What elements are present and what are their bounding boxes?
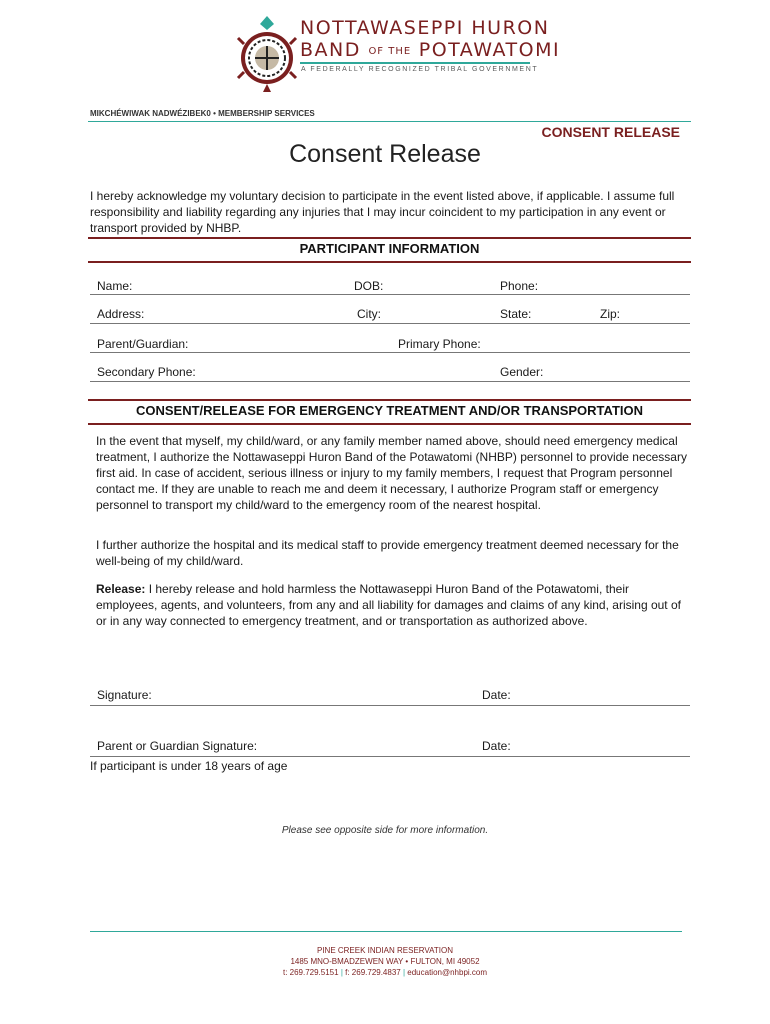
section-rule-bottom — [88, 261, 691, 263]
consent-paragraph-2: I further authorize the hospital and its medical staff to provide emergency treatment deemed necessary for the well-being of my child/ward. — [96, 538, 679, 568]
consent-rule-bottom — [88, 423, 691, 425]
footer-reservation: PINE CREEK INDIAN RESERVATION — [316, 946, 454, 955]
consent-heading: CONSENT/RELEASE FOR EMERGENCY TREATMENT AND/OR TRANSPORTATION — [135, 403, 643, 418]
participant-heading: PARTICIPANT INFORMATION — [299, 241, 480, 256]
footer-tel: t: 269.729.5151 — [282, 968, 339, 977]
footer-contact — [0, 968, 770, 977]
date-label-2: Date: — [482, 739, 511, 753]
section-rule-top — [88, 237, 691, 239]
consent-rule-top — [88, 399, 691, 401]
org-name-band: BAND — [300, 39, 361, 61]
secondary-phone-label: Secondary Phone: — [97, 365, 196, 379]
city-label: City: — [357, 307, 381, 321]
footer-divider — [90, 931, 682, 932]
consent-paragraph-1: In the event that myself, my child/ward, or any family member named above, should need emergency medical treatment, I authorize the Nottawaseppi Huron Band of the Potawatomi (NHBP) personnel to provide necessary first aid. In case of accident, serious illness or injury to my family members, I request that Program personnel contact me. If they are unable to reach me and deem it necessary, I authorize Program staff or emergency personnel to transport my child/ward to the emergency room of the nearest hospital. — [96, 434, 687, 512]
row1-field-line[interactable] — [90, 294, 690, 295]
guardian-signature-line[interactable] — [90, 756, 690, 757]
department-label: MIKCHÉWIWAK NADWÉZIBEK0 • MEMBERSHIP SERVICES — [90, 109, 315, 118]
org-tagline: A FEDERALLY RECOGNIZED TRIBAL GOVERNMENT — [301, 66, 539, 73]
footer-sep-1: | — [340, 968, 343, 977]
tribal-seal-logo — [236, 14, 298, 96]
guardian-signature-label: Parent or Guardian Signature: — [97, 739, 258, 753]
release-paragraph — [96, 581, 688, 629]
release-text: I hereby release and hold harmless the Nottawaseppi Huron Band of the Potawatomi, their employees, agents, and volunteers, from any and all liability for damages and claims of any kind, arising out of or in any way connected to emergency treatment, and or transportation as authorized above. — [96, 582, 681, 628]
phone-label: Phone: — [500, 279, 539, 293]
opposite-side-note: Please see opposite side for more information. — [281, 825, 489, 836]
dob-label: DOB: — [354, 279, 384, 293]
gender-label: Gender: — [500, 365, 544, 379]
intro-paragraph: I hereby acknowledge my voluntary decision to participate in the event listed above, if applicable. I assume full responsibility and liability regarding any injuries that I may incur coincident to my participation in any event or transport provided by NHBP. — [90, 189, 675, 235]
zip-label: Zip: — [600, 307, 621, 321]
org-name-potawatomi: POTAWATOMI — [418, 39, 561, 61]
header-divider — [300, 62, 530, 64]
org-name-of-the: OF THE — [368, 46, 412, 57]
page-title: Consent Release — [289, 140, 481, 168]
state-label: State: — [500, 307, 532, 321]
org-name-line2 — [300, 39, 560, 61]
footer-address: 1485 MNO-BMADZEWEN WAY • FULTON, MI 49052 — [290, 957, 480, 966]
release-label: Release: — [96, 582, 146, 596]
name-label: Name: — [97, 279, 133, 293]
department-divider — [88, 121, 691, 122]
address-label: Address: — [97, 307, 145, 321]
under-18-note: If participant is under 18 years of age — [90, 759, 288, 773]
date-label-1: Date: — [482, 688, 511, 702]
org-name-line1: NOTTAWASEPPI HURON — [300, 17, 550, 39]
signature-label: Signature: — [97, 688, 152, 702]
guardian-label: Parent/Guardian: — [97, 337, 189, 351]
form-type-tag: CONSENT RELEASE — [541, 124, 680, 140]
row2-field-line[interactable] — [90, 323, 690, 324]
row4-field-line[interactable] — [90, 381, 690, 382]
signature-line[interactable] — [90, 705, 690, 706]
footer-fax: f: 269.729.4837 — [345, 968, 401, 977]
primary-phone-label: Primary Phone: — [398, 337, 481, 351]
footer-sep-2: | — [402, 968, 406, 977]
row3-field-line[interactable] — [90, 352, 690, 353]
footer-email[interactable]: education@nhbpi.com — [407, 968, 488, 977]
